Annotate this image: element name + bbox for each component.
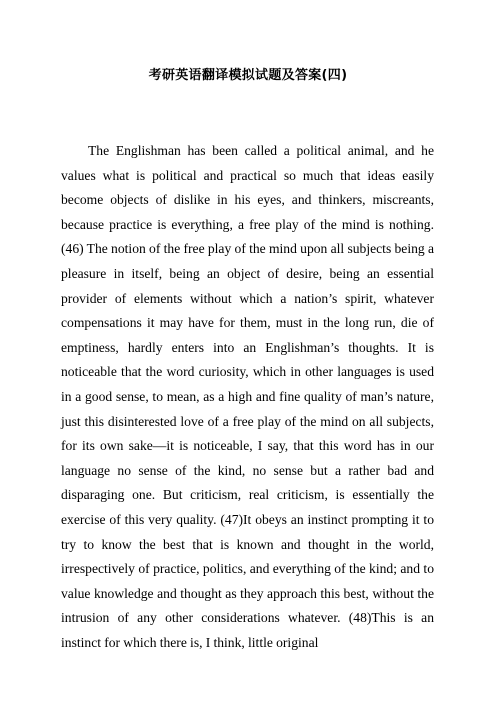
body-paragraph: The Englishman has been called a political animal, and he values what is political and practical so much that ideas easily become objects of dislike in his eyes, and thinkers, miscreants, because practice is everything, a free play of the mind is nothing.(46) The notion of the free play of the mind upon all subjects being a pleasure in itself, being an object of desire, being an essential provider of elements without which a nation’s spirit, whatever compensations it may have for them, must in the long run, die of emptiness, hardly enters into an Englishman’s thoughts. It is noticeable that the word curiosity, which in other languages is used in a good sense, to mean, as a high and fine quality of man’s nature, just this disinterested love of a free play of the mind on all subjects, for its own sake—it is noticeable, I say, that this word has in our language no sense of the kind, no sense but a rather bad and disparaging one. But criticism, real criticism, is essentially the exercise of this very quality. (47)It obeys an instinct prompting it to try to know the best that is known and thought in the world, irrespectively of practice, politics, and everything of the kind; and to value knowledge and thought as they approach this best, without the intrusion of any other considerations whatever. (48)This is an instinct for which there is, I think, little original — [61, 143, 434, 650]
document-title: 考研英语翻译模拟试题及答案(四) — [148, 68, 348, 83]
